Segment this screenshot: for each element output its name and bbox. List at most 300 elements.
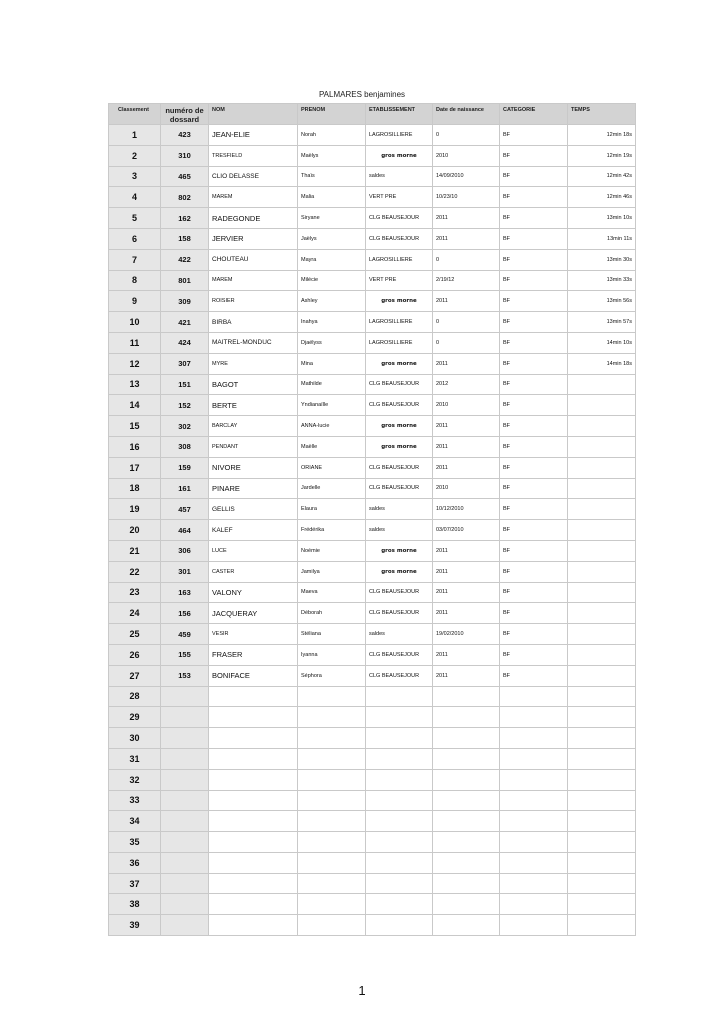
temps-cell bbox=[568, 915, 636, 936]
nom-cell: MYRE bbox=[209, 353, 298, 374]
header-categorie: CATEGORIE bbox=[500, 104, 568, 125]
date-naissance-cell bbox=[433, 811, 500, 832]
nom-cell: MAREM bbox=[209, 187, 298, 208]
categorie-cell bbox=[500, 748, 568, 769]
prenom-cell bbox=[298, 832, 366, 853]
nom-cell: BARCLAY bbox=[209, 416, 298, 437]
rank-cell: 9 bbox=[109, 291, 161, 312]
categorie-cell bbox=[500, 915, 568, 936]
date-naissance-cell: 2011 bbox=[433, 457, 500, 478]
nom-cell: ROISIER bbox=[209, 291, 298, 312]
prenom-cell: Elaura bbox=[298, 499, 366, 520]
table-row bbox=[109, 291, 636, 312]
temps-cell bbox=[568, 582, 636, 603]
table-row bbox=[109, 707, 636, 728]
etablissement-cell: LAGROSILLIERE bbox=[366, 332, 433, 353]
categorie-cell: BF bbox=[500, 145, 568, 166]
temps-cell bbox=[568, 395, 636, 416]
rank-cell: 20 bbox=[109, 520, 161, 541]
rank-cell: 7 bbox=[109, 249, 161, 270]
nom-cell: NIVORE bbox=[209, 457, 298, 478]
temps-cell bbox=[568, 790, 636, 811]
rank-cell: 25 bbox=[109, 624, 161, 645]
nom-cell: BONIFACE bbox=[209, 665, 298, 686]
rank-cell: 26 bbox=[109, 644, 161, 665]
etablissement-cell: saldes bbox=[366, 166, 433, 187]
etablissement-cell: CLG BEAUSEJOUR bbox=[366, 374, 433, 395]
rank-cell: 31 bbox=[109, 748, 161, 769]
rank-cell: 39 bbox=[109, 915, 161, 936]
etablissement-cell: gros morne bbox=[366, 353, 433, 374]
dossard-cell: 310 bbox=[161, 145, 209, 166]
date-naissance-cell: 0 bbox=[433, 249, 500, 270]
table-row bbox=[109, 228, 636, 249]
dossard-cell bbox=[161, 894, 209, 915]
prenom-cell: ANNA-lucie bbox=[298, 416, 366, 437]
table-row bbox=[109, 125, 636, 146]
etablissement-cell bbox=[366, 832, 433, 853]
nom-cell bbox=[209, 707, 298, 728]
table-row bbox=[109, 894, 636, 915]
nom-cell bbox=[209, 915, 298, 936]
dossard-cell bbox=[161, 790, 209, 811]
temps-cell bbox=[568, 457, 636, 478]
categorie-cell: BF bbox=[500, 395, 568, 416]
temps-cell: 13min 30s bbox=[568, 249, 636, 270]
prenom-cell: Jardelle bbox=[298, 478, 366, 499]
table-row bbox=[109, 499, 636, 520]
date-naissance-cell: 2/19/12 bbox=[433, 270, 500, 291]
categorie-cell: BF bbox=[500, 228, 568, 249]
nom-cell: MAREM bbox=[209, 270, 298, 291]
table-row bbox=[109, 728, 636, 749]
categorie-cell: BF bbox=[500, 353, 568, 374]
header-etablissement: ETABLISSEMENT bbox=[366, 104, 433, 125]
date-naissance-cell: 0 bbox=[433, 332, 500, 353]
dossard-cell: 152 bbox=[161, 395, 209, 416]
dossard-cell bbox=[161, 873, 209, 894]
date-naissance-cell bbox=[433, 915, 500, 936]
dossard-cell: 155 bbox=[161, 644, 209, 665]
table-row bbox=[109, 915, 636, 936]
temps-cell: 13min 56s bbox=[568, 291, 636, 312]
prenom-cell: Norah bbox=[298, 125, 366, 146]
categorie-cell bbox=[500, 811, 568, 832]
prenom-cell: Milécie bbox=[298, 270, 366, 291]
categorie-cell bbox=[500, 707, 568, 728]
prenom-cell: Frédérika bbox=[298, 520, 366, 541]
table-row bbox=[109, 832, 636, 853]
rank-cell: 24 bbox=[109, 603, 161, 624]
date-naissance-cell: 19/02/2010 bbox=[433, 624, 500, 645]
temps-cell bbox=[568, 811, 636, 832]
table-row bbox=[109, 852, 636, 873]
dossard-cell: 153 bbox=[161, 665, 209, 686]
categorie-cell: BF bbox=[500, 644, 568, 665]
nom-cell: VALONY bbox=[209, 582, 298, 603]
rank-cell: 35 bbox=[109, 832, 161, 853]
etablissement-cell: VERT PRE bbox=[366, 270, 433, 291]
etablissement-cell bbox=[366, 811, 433, 832]
prenom-cell: Maëlys bbox=[298, 145, 366, 166]
etablissement-cell: CLG BEAUSEJOUR bbox=[366, 644, 433, 665]
table-row bbox=[109, 478, 636, 499]
date-naissance-cell bbox=[433, 852, 500, 873]
page-title: PALMARES benjamines bbox=[318, 90, 406, 99]
table-row bbox=[109, 270, 636, 291]
dossard-cell: 162 bbox=[161, 208, 209, 229]
table-row bbox=[109, 790, 636, 811]
nom-cell bbox=[209, 832, 298, 853]
categorie-cell: BF bbox=[500, 520, 568, 541]
nom-cell: JEAN-ELIE bbox=[209, 125, 298, 146]
temps-cell bbox=[568, 665, 636, 686]
rank-cell: 1 bbox=[109, 125, 161, 146]
etablissement-cell: saldes bbox=[366, 520, 433, 541]
categorie-cell: BF bbox=[500, 416, 568, 437]
categorie-cell bbox=[500, 852, 568, 873]
date-naissance-cell: 0 bbox=[433, 312, 500, 333]
prenom-cell: Stéliana bbox=[298, 624, 366, 645]
prenom-cell: Jaëlys bbox=[298, 228, 366, 249]
nom-cell bbox=[209, 769, 298, 790]
prenom-cell bbox=[298, 707, 366, 728]
date-naissance-cell: 2011 bbox=[433, 540, 500, 561]
nom-cell: CHOUTEAU bbox=[209, 249, 298, 270]
temps-cell bbox=[568, 374, 636, 395]
nom-cell bbox=[209, 790, 298, 811]
date-naissance-cell bbox=[433, 894, 500, 915]
prenom-cell bbox=[298, 728, 366, 749]
table-row bbox=[109, 624, 636, 645]
date-naissance-cell: 2012 bbox=[433, 374, 500, 395]
results-table bbox=[108, 103, 636, 936]
table-row bbox=[109, 395, 636, 416]
etablissement-cell: CLG BEAUSEJOUR bbox=[366, 228, 433, 249]
categorie-cell: BF bbox=[500, 499, 568, 520]
temps-cell: 12min 18s bbox=[568, 125, 636, 146]
table-row bbox=[109, 665, 636, 686]
temps-cell bbox=[568, 873, 636, 894]
date-naissance-cell: 2011 bbox=[433, 353, 500, 374]
etablissement-cell: CLG BEAUSEJOUR bbox=[366, 478, 433, 499]
dossard-cell: 309 bbox=[161, 291, 209, 312]
rank-cell: 5 bbox=[109, 208, 161, 229]
etablissement-cell bbox=[366, 769, 433, 790]
etablissement-cell: CLG BEAUSEJOUR bbox=[366, 665, 433, 686]
etablissement-cell bbox=[366, 894, 433, 915]
date-naissance-cell: 2011 bbox=[433, 644, 500, 665]
etablissement-cell: gros morne bbox=[366, 145, 433, 166]
prenom-cell: Maeva bbox=[298, 582, 366, 603]
nom-cell bbox=[209, 852, 298, 873]
nom-cell bbox=[209, 728, 298, 749]
date-naissance-cell: 2011 bbox=[433, 208, 500, 229]
etablissement-cell: CLG BEAUSEJOUR bbox=[366, 395, 433, 416]
date-naissance-cell: 2010 bbox=[433, 145, 500, 166]
temps-cell: 13min 11s bbox=[568, 228, 636, 249]
rank-cell: 6 bbox=[109, 228, 161, 249]
categorie-cell bbox=[500, 686, 568, 707]
date-naissance-cell: 14/09/2010 bbox=[433, 166, 500, 187]
dossard-cell bbox=[161, 769, 209, 790]
categorie-cell: BF bbox=[500, 374, 568, 395]
prenom-cell: Iyanna bbox=[298, 644, 366, 665]
rank-cell: 32 bbox=[109, 769, 161, 790]
etablissement-cell: VERT PRE bbox=[366, 187, 433, 208]
dossard-cell: 307 bbox=[161, 353, 209, 374]
rank-cell: 4 bbox=[109, 187, 161, 208]
prenom-cell: Thaïs bbox=[298, 166, 366, 187]
nom-cell bbox=[209, 873, 298, 894]
categorie-cell: BF bbox=[500, 561, 568, 582]
prenom-cell: Mayra bbox=[298, 249, 366, 270]
dossard-cell: 464 bbox=[161, 520, 209, 541]
date-naissance-cell bbox=[433, 873, 500, 894]
etablissement-cell bbox=[366, 790, 433, 811]
etablissement-cell: saldes bbox=[366, 499, 433, 520]
categorie-cell bbox=[500, 873, 568, 894]
temps-cell bbox=[568, 686, 636, 707]
prenom-cell: Maëlle bbox=[298, 436, 366, 457]
date-naissance-cell bbox=[433, 707, 500, 728]
prenom-cell: Djaëlyss bbox=[298, 332, 366, 353]
etablissement-cell: gros morne bbox=[366, 561, 433, 582]
header-temps: TEMPS bbox=[568, 104, 636, 125]
dossard-cell: 801 bbox=[161, 270, 209, 291]
temps-cell bbox=[568, 852, 636, 873]
etablissement-cell: saldes bbox=[366, 624, 433, 645]
etablissement-cell: LAGROSILLIERE bbox=[366, 312, 433, 333]
dossard-cell bbox=[161, 852, 209, 873]
nom-cell: PENDANT bbox=[209, 436, 298, 457]
rank-cell: 10 bbox=[109, 312, 161, 333]
temps-cell bbox=[568, 644, 636, 665]
prenom-cell: Yndianaïlle bbox=[298, 395, 366, 416]
rank-cell: 34 bbox=[109, 811, 161, 832]
table-row bbox=[109, 416, 636, 437]
date-naissance-cell bbox=[433, 769, 500, 790]
table-row bbox=[109, 353, 636, 374]
rank-cell: 2 bbox=[109, 145, 161, 166]
etablissement-cell: CLG BEAUSEJOUR bbox=[366, 208, 433, 229]
rank-cell: 27 bbox=[109, 665, 161, 686]
dossard-cell: 424 bbox=[161, 332, 209, 353]
nom-cell: RADEGONDE bbox=[209, 208, 298, 229]
dossard-cell: 421 bbox=[161, 312, 209, 333]
prenom-cell: Inahya bbox=[298, 312, 366, 333]
temps-cell bbox=[568, 478, 636, 499]
categorie-cell: BF bbox=[500, 478, 568, 499]
temps-cell bbox=[568, 728, 636, 749]
table-row bbox=[109, 520, 636, 541]
dossard-cell: 156 bbox=[161, 603, 209, 624]
temps-cell bbox=[568, 624, 636, 645]
prenom-cell: Noémie bbox=[298, 540, 366, 561]
prenom-cell: Mina bbox=[298, 353, 366, 374]
date-naissance-cell: 2010 bbox=[433, 478, 500, 499]
dossard-cell: 163 bbox=[161, 582, 209, 603]
nom-cell: PINARE bbox=[209, 478, 298, 499]
table-row bbox=[109, 208, 636, 229]
nom-cell: MAITREL-MONDUC bbox=[209, 332, 298, 353]
rank-cell: 18 bbox=[109, 478, 161, 499]
table-row bbox=[109, 187, 636, 208]
temps-cell: 14min 10s bbox=[568, 332, 636, 353]
nom-cell: LUCE bbox=[209, 540, 298, 561]
temps-cell bbox=[568, 499, 636, 520]
categorie-cell: BF bbox=[500, 166, 568, 187]
table-row bbox=[109, 603, 636, 624]
nom-cell bbox=[209, 748, 298, 769]
date-naissance-cell: 10/23/10 bbox=[433, 187, 500, 208]
prenom-cell bbox=[298, 686, 366, 707]
date-naissance-cell: 03/07/2010 bbox=[433, 520, 500, 541]
date-naissance-cell bbox=[433, 748, 500, 769]
categorie-cell: BF bbox=[500, 187, 568, 208]
rank-cell: 8 bbox=[109, 270, 161, 291]
categorie-cell: BF bbox=[500, 208, 568, 229]
prenom-cell bbox=[298, 852, 366, 873]
categorie-cell bbox=[500, 832, 568, 853]
table-header-row bbox=[109, 104, 636, 125]
date-naissance-cell: 2011 bbox=[433, 582, 500, 603]
page-number: 1 bbox=[358, 983, 366, 998]
dossard-cell bbox=[161, 915, 209, 936]
dossard-cell: 308 bbox=[161, 436, 209, 457]
dossard-cell bbox=[161, 811, 209, 832]
table-row bbox=[109, 561, 636, 582]
dossard-cell: 465 bbox=[161, 166, 209, 187]
date-naissance-cell: 2011 bbox=[433, 603, 500, 624]
etablissement-cell bbox=[366, 707, 433, 728]
rank-cell: 19 bbox=[109, 499, 161, 520]
rank-cell: 16 bbox=[109, 436, 161, 457]
dossard-cell: 457 bbox=[161, 499, 209, 520]
categorie-cell: BF bbox=[500, 332, 568, 353]
categorie-cell: BF bbox=[500, 457, 568, 478]
header-date-naissance: Date de naissance bbox=[433, 104, 500, 125]
nom-cell bbox=[209, 686, 298, 707]
dossard-cell: 423 bbox=[161, 125, 209, 146]
rank-cell: 21 bbox=[109, 540, 161, 561]
header-nom: NOM bbox=[209, 104, 298, 125]
table-row bbox=[109, 436, 636, 457]
temps-cell bbox=[568, 436, 636, 457]
nom-cell: VESIR bbox=[209, 624, 298, 645]
temps-cell bbox=[568, 894, 636, 915]
table-row bbox=[109, 457, 636, 478]
prenom-cell bbox=[298, 769, 366, 790]
rank-cell: 15 bbox=[109, 416, 161, 437]
rank-cell: 14 bbox=[109, 395, 161, 416]
categorie-cell: BF bbox=[500, 270, 568, 291]
prenom-cell bbox=[298, 790, 366, 811]
etablissement-cell bbox=[366, 873, 433, 894]
header-prenom: PRENOM bbox=[298, 104, 366, 125]
date-naissance-cell: 10/12/2010 bbox=[433, 499, 500, 520]
rank-cell: 3 bbox=[109, 166, 161, 187]
table-row bbox=[109, 811, 636, 832]
date-naissance-cell bbox=[433, 686, 500, 707]
categorie-cell bbox=[500, 769, 568, 790]
date-naissance-cell: 2011 bbox=[433, 228, 500, 249]
dossard-cell bbox=[161, 832, 209, 853]
prenom-cell bbox=[298, 894, 366, 915]
nom-cell: KALEF bbox=[209, 520, 298, 541]
temps-cell: 14min 18s bbox=[568, 353, 636, 374]
rank-cell: 11 bbox=[109, 332, 161, 353]
categorie-cell: BF bbox=[500, 624, 568, 645]
dossard-cell: 301 bbox=[161, 561, 209, 582]
prenom-cell bbox=[298, 915, 366, 936]
rank-cell: 36 bbox=[109, 852, 161, 873]
table-row bbox=[109, 582, 636, 603]
etablissement-cell: CLG BEAUSEJOUR bbox=[366, 582, 433, 603]
date-naissance-cell bbox=[433, 728, 500, 749]
table-row bbox=[109, 748, 636, 769]
dossard-cell bbox=[161, 748, 209, 769]
temps-cell bbox=[568, 707, 636, 728]
date-naissance-cell bbox=[433, 790, 500, 811]
nom-cell: FRASER bbox=[209, 644, 298, 665]
categorie-cell bbox=[500, 728, 568, 749]
nom-cell: BERTE bbox=[209, 395, 298, 416]
prenom-cell bbox=[298, 748, 366, 769]
dossard-cell bbox=[161, 686, 209, 707]
etablissement-cell: LAGROSILLIERE bbox=[366, 249, 433, 270]
results-table-body bbox=[109, 125, 636, 936]
rank-cell: 12 bbox=[109, 353, 161, 374]
nom-cell: CLIO DELASSE bbox=[209, 166, 298, 187]
rank-cell: 13 bbox=[109, 374, 161, 395]
categorie-cell bbox=[500, 894, 568, 915]
dossard-cell bbox=[161, 707, 209, 728]
categorie-cell: BF bbox=[500, 125, 568, 146]
rank-cell: 22 bbox=[109, 561, 161, 582]
nom-cell: TRESFIELD bbox=[209, 145, 298, 166]
temps-cell: 12min 19s bbox=[568, 145, 636, 166]
nom-cell: CASTER bbox=[209, 561, 298, 582]
table-row bbox=[109, 540, 636, 561]
temps-cell bbox=[568, 769, 636, 790]
nom-cell: BIRBA bbox=[209, 312, 298, 333]
etablissement-cell: gros morne bbox=[366, 416, 433, 437]
prenom-cell: Jamilya bbox=[298, 561, 366, 582]
dossard-cell: 422 bbox=[161, 249, 209, 270]
date-naissance-cell: 2011 bbox=[433, 665, 500, 686]
table-row bbox=[109, 249, 636, 270]
etablissement-cell: LAGROSILLIERE bbox=[366, 125, 433, 146]
table-row bbox=[109, 312, 636, 333]
categorie-cell: BF bbox=[500, 291, 568, 312]
dossard-cell bbox=[161, 728, 209, 749]
temps-cell: 13min 33s bbox=[568, 270, 636, 291]
dossard-cell: 159 bbox=[161, 457, 209, 478]
categorie-cell: BF bbox=[500, 540, 568, 561]
prenom-cell: Ashley bbox=[298, 291, 366, 312]
dossard-cell: 161 bbox=[161, 478, 209, 499]
prenom-cell: Mathilde bbox=[298, 374, 366, 395]
temps-cell bbox=[568, 832, 636, 853]
prenom-cell: Siryane bbox=[298, 208, 366, 229]
categorie-cell: BF bbox=[500, 436, 568, 457]
rank-cell: 23 bbox=[109, 582, 161, 603]
rank-cell: 28 bbox=[109, 686, 161, 707]
temps-cell bbox=[568, 561, 636, 582]
etablissement-cell: gros morne bbox=[366, 540, 433, 561]
table-row bbox=[109, 145, 636, 166]
